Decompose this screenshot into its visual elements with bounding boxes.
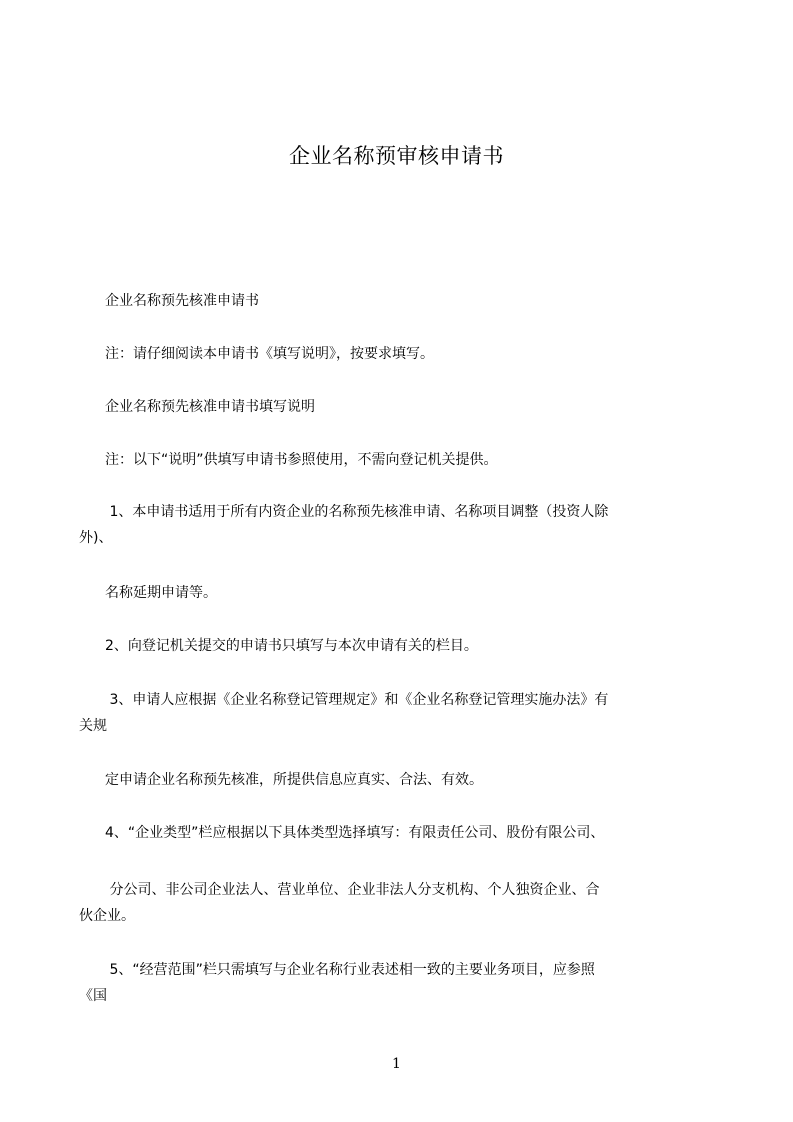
paragraph-line: 分公司、非公司企业法人、营业单位、企业非法人分支机构、个人独资企业、合	[105, 882, 600, 898]
paragraph-line: 5、“经营范围”栏只需填写与企业名称行业表述相一致的主要业务项目，应参照	[105, 962, 595, 978]
page-number: 1	[392, 1056, 401, 1072]
paragraph-5	[79, 499, 715, 551]
paragraph-line: 1、本申请书适用于所有内资企业的名称预先核准申请、名称项目调整（投资人除	[105, 504, 609, 520]
paragraph-3	[105, 394, 715, 420]
paragraph-line: 伙企业。	[79, 908, 135, 924]
paragraph-11	[79, 877, 715, 929]
paragraph-text: 2、向登记机关提交的申请书只填写与本次申请有关的栏目。	[105, 638, 478, 654]
paragraph-8	[79, 687, 715, 739]
paragraph-7	[105, 633, 715, 659]
paragraph-4	[105, 447, 715, 473]
document-title: 企业名称预审核申请书	[289, 144, 504, 168]
paragraph-10	[105, 820, 715, 846]
paragraph-line: 外)、	[79, 530, 113, 546]
paragraph-text: 定申请企业名称预先核准，所提供信息应真实、合法、有效。	[105, 772, 483, 788]
paragraph-text: 名称延期申请等。	[105, 585, 217, 601]
paragraph-text: 注：以下“说明”供填写申请书参照使用，不需向登记机关提供。	[105, 452, 498, 468]
paragraph-line: 3、申请人应根据《企业名称登记管理规定》和《企业名称登记管理实施办法》有	[105, 692, 609, 708]
paragraph-1	[105, 288, 715, 314]
paragraph-12	[79, 957, 715, 1009]
paragraph-text: 注：请仔细阅读本申请书《填写说明》，按要求填写。	[105, 346, 434, 362]
paragraph-6	[105, 580, 715, 606]
paragraph-text: 企业名称预先核准申请书填写说明	[105, 399, 315, 415]
paragraph-line: 《国	[79, 988, 107, 1004]
paragraph-line: 关规	[79, 718, 107, 734]
paragraph-text: 企业名称预先核准申请书	[105, 293, 259, 309]
paragraph-text: 4、“企业类型”栏应根据以下具体类型选择填写：有限责任公司、股份有限公司、	[105, 825, 605, 841]
paragraph-2	[105, 341, 715, 367]
paragraph-9	[105, 767, 715, 793]
